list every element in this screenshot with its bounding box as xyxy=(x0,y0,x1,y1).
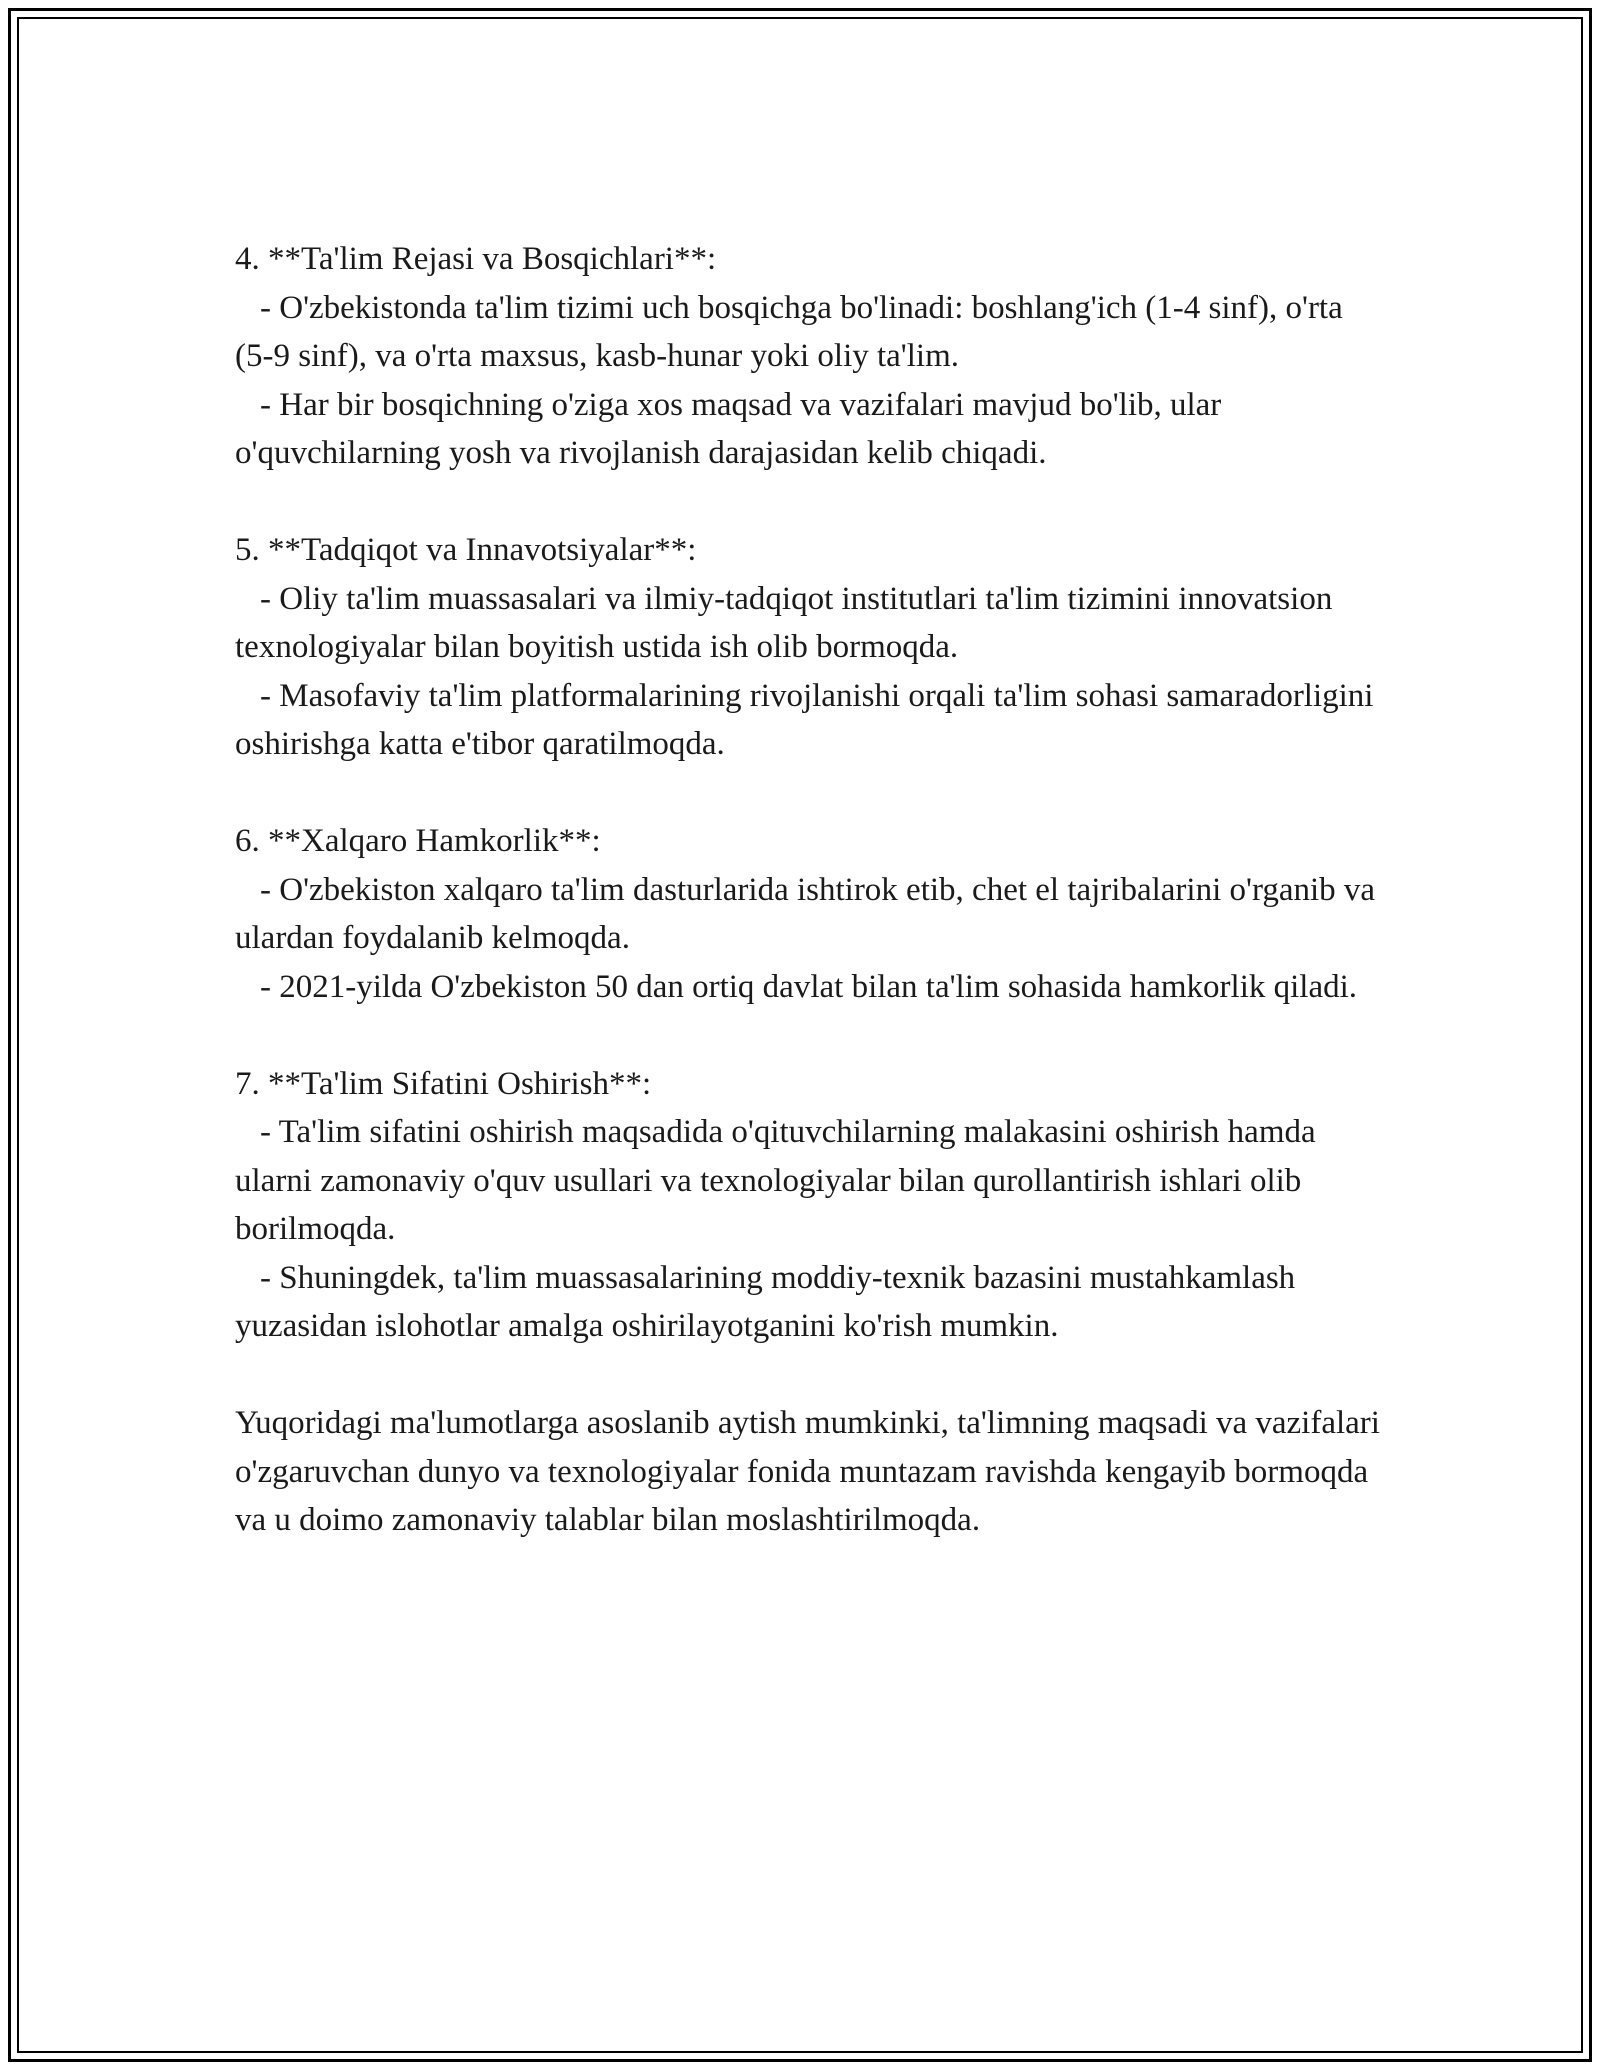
section-item: - O'zbekistonda ta'lim tizimi uch bosqichga bo'linadi: boshlang'ich (1-4 sinf), o'rta (5-9 sinf), va o'rta maxsus, kasb-hunar yoki oliy ta'lim. xyxy=(235,289,1343,374)
section-item: - Har bir bosqichning o'ziga xos maqsad va vazifalari mavjud bo'lib, ular o'quvchilarning yosh va rivojlanish darajasidan kelib chiqadi. xyxy=(235,386,1222,471)
conclusion-paragraph: Yuqoridagi ma'lumotlarga asoslanib aytish mumkinki, ta'limning maqsadi va vazifalari o'zgaruvchan dunyo va texnologiyalar fonida muntazam ravishda kengayib bormoqda va u doimo zamonaviy talablar bilan moslashtirilmoqda. xyxy=(235,1405,1380,1538)
section-item: - Oliy ta'lim muassasalari va ilmiy-tadqiqot institutlari ta'lim tizimini innovatsion texnologiyalar bilan boyitish ustida ish olib bormoqda. xyxy=(235,580,1333,665)
section-talim-rejasi xyxy=(235,235,1385,478)
section-heading: 4. **Ta'lim Rejasi va Bosqichlari**: xyxy=(235,241,717,277)
section-item: - Masofaviy ta'lim platformalarining rivojlanishi orqali ta'lim sohasi samaradorligini oshirishga katta e'tibor qaratilmoqda. xyxy=(235,677,1374,762)
section-heading: 7. **Ta'lim Sifatini Oshirish**: xyxy=(235,1065,652,1102)
section-item: - O'zbekiston xalqaro ta'lim dasturlarida ishtirok etib, chet el tajribalarini o'rganib va ulardan foydalanib kelmoqda. xyxy=(235,871,1376,956)
section-item: - Shuningdek, ta'lim muassasalarining moddiy-texnik bazasini mustahkamlash yuzasidan islohotlar amalga oshirilayotganini ko'rish mumkin. xyxy=(235,1259,1296,1344)
section-xalqaro-hamkorlik xyxy=(235,817,1385,1011)
section-talim-sifati xyxy=(235,1060,1385,1351)
section-heading: 6. **Xalqaro Hamkorlik**: xyxy=(235,823,601,859)
section-tadqiqot xyxy=(235,526,1385,769)
section-item: - 2021-yilda O'zbekiston 50 dan ortiq davlat bilan ta'lim sohasida hamkorlik qiladi. xyxy=(260,968,1358,1005)
section-heading: 5. **Tadqiqot va Innavotsiyalar**: xyxy=(235,532,697,568)
document-body xyxy=(235,235,1385,1545)
section-item: - Ta'lim sifatini oshirish maqsadida o'qituvchilarning malakasini oshirish hamda ularni zamonaviy o'quv usullari va texnologiyalar bilan qurollantirish ishlari olib borilmoqda. xyxy=(235,1114,1316,1247)
